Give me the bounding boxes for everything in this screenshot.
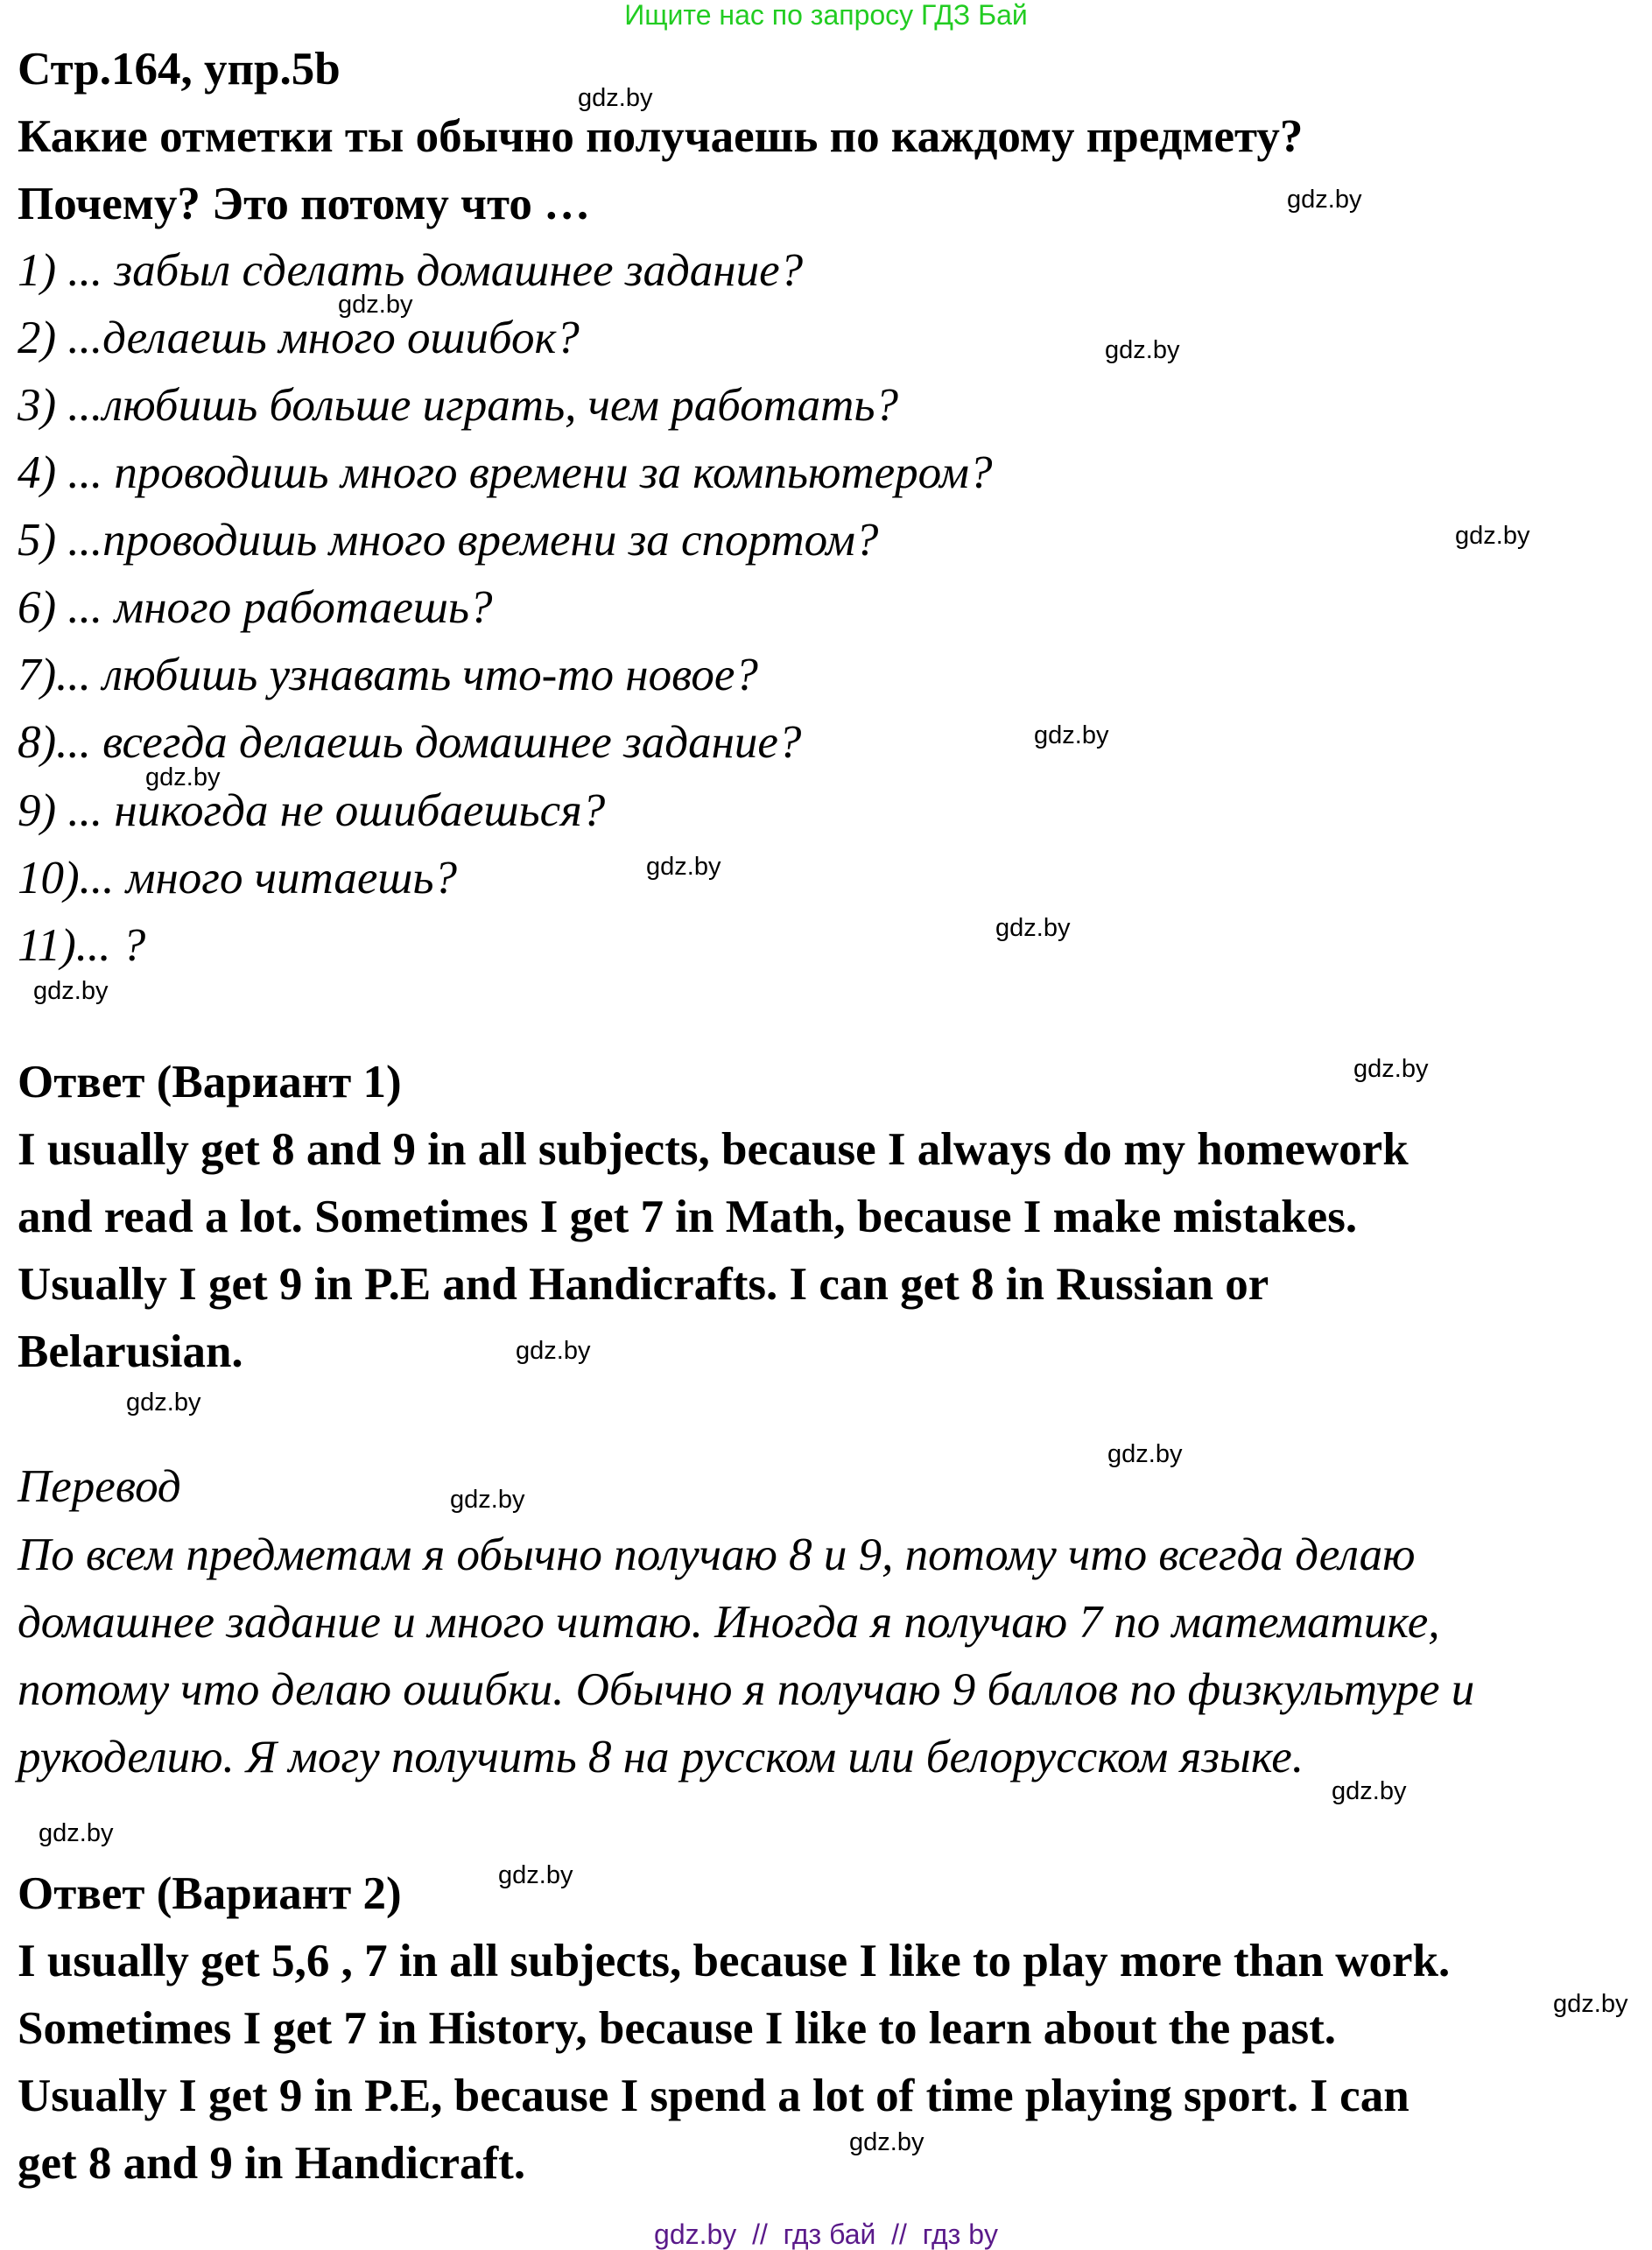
watermark: gdz.by [1287, 186, 1362, 214]
translation-heading: Перевод [18, 1461, 181, 1512]
answer1-line: Belarusian. [18, 1326, 243, 1377]
answer2-line: Sometimes I get 7 in History, because I like to learn about the past. [18, 2003, 1337, 2054]
answer1-line: I usually get 8 and 9 in all subjects, because I always do my homework [18, 1124, 1409, 1175]
list-item: 1) ... забыл сделать домашнее задание? [18, 245, 804, 296]
answer1-line: and read a lot. Sometimes I get 7 in Math, because I make mistakes. [18, 1192, 1358, 1242]
answer1-line: Usually I get 9 in P.E and Handicrafts. I can get 8 in Russian or [18, 1259, 1269, 1310]
watermark: gdz.by [1455, 522, 1530, 550]
translation-line: По всем предметам я обычно получаю 8 и 9, потому что всегда делаю [18, 1529, 1416, 1580]
watermark: gdz.by [849, 2128, 924, 2156]
watermark: gdz.by [498, 1861, 573, 1889]
watermark: gdz.by [578, 84, 653, 112]
translation-line: домашнее задание и много читаю. Иногда я получаю 7 по математике, [18, 1597, 1440, 1648]
footer-links: gdz.by // гдз бай // гдз by [654, 2218, 998, 2250]
translation-line: потому что делаю ошибки. Обычно я получаю 9 баллов по физкультуре и [18, 1664, 1475, 1715]
watermark: gdz.by [126, 1389, 201, 1417]
answer1-heading: Ответ (Вариант 1) [18, 1057, 402, 1107]
watermark: gdz.by [1105, 336, 1180, 364]
list-item: 3) ...любишь больше играть, чем работать? [18, 380, 899, 431]
answer2-line: get 8 and 9 in Handicraft. [18, 2138, 526, 2189]
watermark: gdz.by [145, 763, 221, 791]
watermark: gdz.by [1553, 1990, 1628, 2018]
answer2-heading: Ответ (Вариант 2) [18, 1868, 402, 1919]
list-item: 5) ...проводишь много времени за спортом? [18, 515, 879, 566]
watermark: gdz.by [39, 1819, 114, 1847]
question-line: Какие отметки ты обычно получаешь по каждому предмету? [18, 111, 1304, 162]
watermark: gdz.by [516, 1337, 591, 1365]
list-item: 6) ... много работаешь? [18, 582, 493, 633]
list-item: 10)... много читаешь? [18, 853, 458, 904]
question-line: Почему? Это потому что … [18, 179, 591, 229]
watermark: gdz.by [995, 914, 1071, 942]
watermark: gdz.by [450, 1486, 525, 1514]
translation-line: рукоделию. Я могу получить 8 на русском или белорусском языке. [18, 1732, 1304, 1782]
watermark: gdz.by [1353, 1055, 1429, 1083]
list-item: 7)... любишь узнавать что-то новое? [18, 650, 758, 700]
answer2-line: I usually get 5,6 , 7 in all subjects, because I like to play more than work. [18, 1936, 1451, 1986]
watermark: gdz.by [1332, 1777, 1407, 1805]
page-title: Стр.164, упр.5b [18, 44, 341, 95]
watermark: gdz.by [338, 291, 413, 319]
watermark: gdz.by [33, 977, 109, 1005]
watermark: gdz.by [1034, 721, 1109, 749]
list-item: 2) ...делаешь много ошибок? [18, 313, 580, 363]
watermark: gdz.by [646, 853, 721, 881]
answer2-line: Usually I get 9 in P.E, because I spend a lot of time playing sport. I can [18, 2071, 1409, 2121]
search-hint-header: Ищите нас по запросу ГДЗ Бай [624, 0, 1028, 31]
list-item: 8)... всегда делаешь домашнее задание? [18, 717, 802, 768]
list-item: 11)... ? [18, 920, 146, 971]
watermark: gdz.by [1107, 1440, 1183, 1468]
list-item: 4) ... проводишь много времени за компьютером? [18, 447, 993, 498]
list-item: 9) ... никогда не ошибаешься? [18, 785, 606, 836]
